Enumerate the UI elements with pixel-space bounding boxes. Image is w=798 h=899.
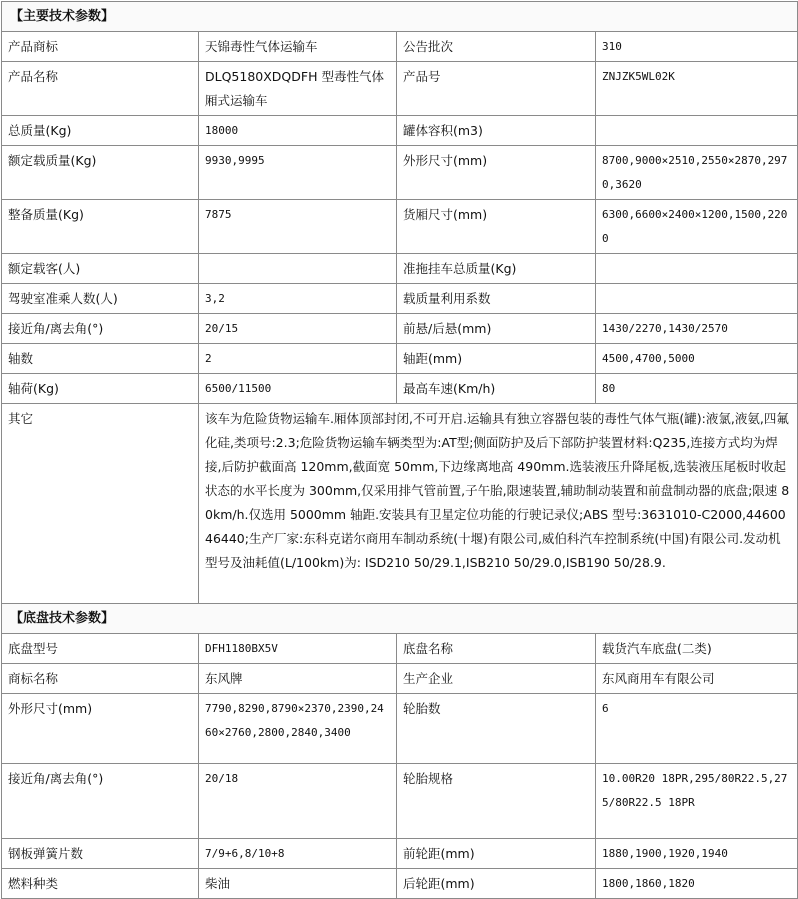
main-label-cell: 整备质量(Kg) (2, 200, 199, 254)
main-value2-cell: 1430/2270,1430/2570 (596, 314, 798, 344)
main-label-cell: 总质量(Kg) (2, 116, 199, 146)
main-row (2, 200, 798, 254)
main-label-cell: 产品名称 (2, 62, 199, 116)
main-label2-cell: 外形尺寸(mm) (397, 146, 596, 200)
main-value-cell: 18000 (199, 116, 397, 146)
chassis-value2-cell: 载货汽车底盘(二类) (596, 634, 798, 664)
main-value-cell: 7875 (199, 200, 397, 254)
chassis-row (2, 664, 798, 694)
main-value2-cell: ZNJZK5WL02K (596, 62, 798, 116)
chassis-row (2, 839, 798, 869)
chassis-value-cell: 7/9+6,8/10+8 (199, 839, 397, 869)
chassis-label2-cell: 前轮距(mm) (397, 839, 596, 869)
main-label-cell: 轴荷(Kg) (2, 374, 199, 404)
chassis-value-cell: 7790,8290,8790×2370,2390,2460×2760,2800,2840,3400 (199, 694, 397, 764)
main-label-cell: 额定载质量(Kg) (2, 146, 199, 200)
main-row (2, 116, 798, 146)
main-label-cell: 产品商标 (2, 32, 199, 62)
chassis-label2-cell: 后轮距(mm) (397, 869, 596, 899)
chassis-row (2, 694, 798, 764)
main-value2-cell (596, 284, 798, 314)
other-description-cell: 该车为危险货物运输车.厢体顶部封闭,不可开启.运输具有独立容器包装的毒性气体气瓶(罐):液氯,液氨,四氟化硅,类项号:2.3;危险货物运输车辆类型为:AT型;侧面防护及后下部防护装置材料:Q235,连接方式均为焊接,后防护截面高 120mm,截面宽 50mm,下边缘离地高 490mm.选装液压升降尾板,选装液压尾板时收起状态的水平长度为 300mm,仅采用排气管前置,子午胎,限速装置,辅助制动装置和前盘制动器的底盘;限速 80km/h.仅选用 5000mm 轴距.安装具有卫星定位功能的行驶记录仪;ABS 型号:3631010-C2000,4460046440;生产厂家:东科克诺尔商用车制动系统(十堰)有限公司,威伯科汽车控制系统(中国)有限公司.发动机型号及油耗值(L/100km)为: ISD210 50/29.1,ISB210 50/29.0,ISB190 50/28.9. (199, 404, 798, 604)
main-value2-cell (596, 116, 798, 146)
main-row (2, 62, 798, 116)
main-value-cell: 2 (199, 344, 397, 374)
chassis-value2-cell: 10.00R20 18PR,295/80R22.5,275/80R22.5 18PR (596, 764, 798, 839)
main-section-title: 【主要技术参数】 (2, 2, 798, 32)
chassis-section-header-row (2, 604, 798, 634)
spec-table-body (2, 2, 798, 899)
chassis-label-cell: 商标名称 (2, 664, 199, 694)
chassis-label-cell: 接近角/离去角(°) (2, 764, 199, 839)
main-row (2, 344, 798, 374)
main-value-cell: 9930,9995 (199, 146, 397, 200)
chassis-value-cell: 柴油 (199, 869, 397, 899)
main-label2-cell: 产品号 (397, 62, 596, 116)
main-value-cell: 20/15 (199, 314, 397, 344)
main-value-cell: 天锦毒性气体运输车 (199, 32, 397, 62)
chassis-section-title: 【底盘技术参数】 (2, 604, 798, 634)
main-label-cell: 接近角/离去角(°) (2, 314, 199, 344)
main-value2-cell (596, 254, 798, 284)
chassis-label-cell: 外形尺寸(mm) (2, 694, 199, 764)
main-label2-cell: 载质量利用系数 (397, 284, 596, 314)
main-value2-cell: 80 (596, 374, 798, 404)
main-label2-cell: 准拖挂车总质量(Kg) (397, 254, 596, 284)
chassis-label2-cell: 生产企业 (397, 664, 596, 694)
chassis-row (2, 764, 798, 839)
main-section-header-row (2, 2, 798, 32)
chassis-label2-cell: 轮胎数 (397, 694, 596, 764)
main-label2-cell: 最高车速(Km/h) (397, 374, 596, 404)
main-row (2, 284, 798, 314)
main-value2-cell: 310 (596, 32, 798, 62)
chassis-value2-cell: 6 (596, 694, 798, 764)
main-value-cell: 3,2 (199, 284, 397, 314)
chassis-value2-cell: 1880,1900,1920,1940 (596, 839, 798, 869)
chassis-row (2, 634, 798, 664)
main-row (2, 146, 798, 200)
main-value-cell (199, 254, 397, 284)
chassis-value2-cell: 1800,1860,1820 (596, 869, 798, 899)
main-value-cell: 6500/11500 (199, 374, 397, 404)
main-row (2, 32, 798, 62)
main-label2-cell: 罐体容积(m3) (397, 116, 596, 146)
chassis-label2-cell: 轮胎规格 (397, 764, 596, 839)
main-label2-cell: 货厢尺寸(mm) (397, 200, 596, 254)
other-label-cell: 其它 (2, 404, 199, 604)
main-value2-cell: 4500,4700,5000 (596, 344, 798, 374)
spec-table (1, 1, 798, 899)
main-row (2, 314, 798, 344)
main-label2-cell: 前悬/后悬(mm) (397, 314, 596, 344)
chassis-value2-cell: 东风商用车有限公司 (596, 664, 798, 694)
main-label-cell: 额定载客(人) (2, 254, 199, 284)
chassis-label-cell: 钢板弹簧片数 (2, 839, 199, 869)
main-label2-cell: 轴距(mm) (397, 344, 596, 374)
main-row (2, 254, 798, 284)
chassis-label2-cell: 底盘名称 (397, 634, 596, 664)
main-value2-cell: 6300,6600×2400×1200,1500,2200 (596, 200, 798, 254)
main-label-cell: 轴数 (2, 344, 199, 374)
other-row (2, 404, 798, 604)
main-label-cell: 驾驶室准乘人数(人) (2, 284, 199, 314)
main-row (2, 374, 798, 404)
chassis-value-cell: DFH1180BX5V (199, 634, 397, 664)
chassis-row (2, 869, 798, 899)
chassis-label-cell: 燃料种类 (2, 869, 199, 899)
main-value-cell: DLQ5180XDQDFH 型毒性气体厢式运输车 (199, 62, 397, 116)
main-value2-cell: 8700,9000×2510,2550×2870,2970,3620 (596, 146, 798, 200)
chassis-value-cell: 20/18 (199, 764, 397, 839)
main-label2-cell: 公告批次 (397, 32, 596, 62)
chassis-value-cell: 东风牌 (199, 664, 397, 694)
chassis-label-cell: 底盘型号 (2, 634, 199, 664)
